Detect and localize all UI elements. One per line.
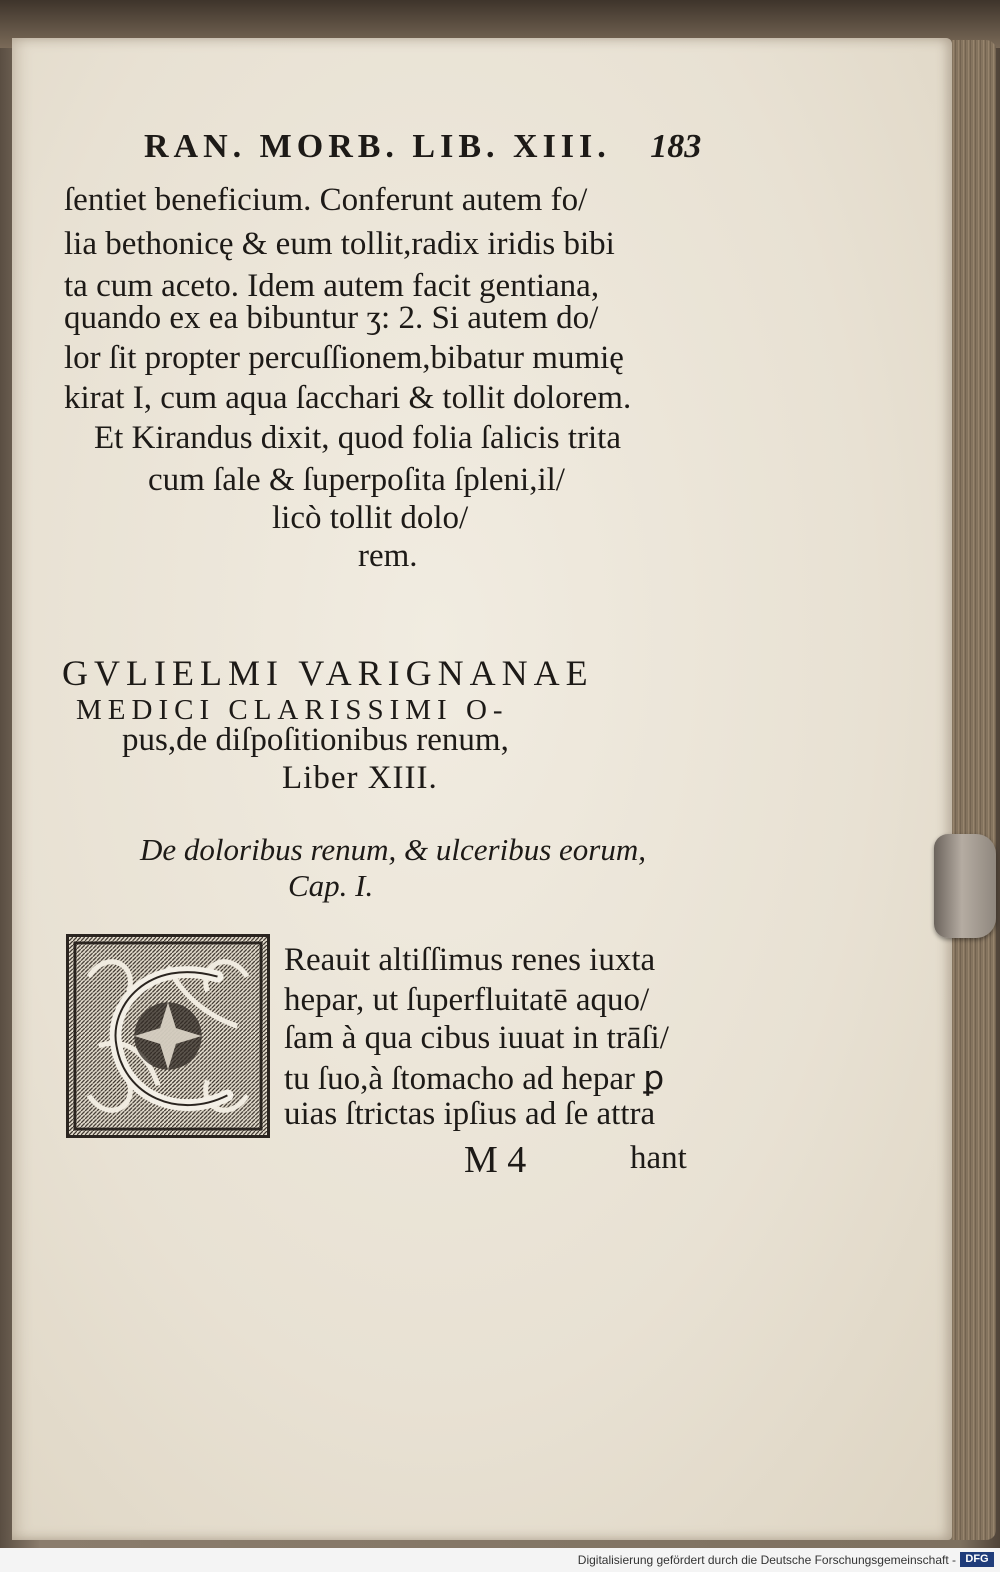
body-line: kirat I, cum aqua ſacchari & tollit dolorem. — [64, 380, 632, 416]
body-line: cum ſale & ſuperpoſita ſpleni,il/ — [148, 462, 565, 498]
decorated-initial — [66, 934, 270, 1138]
footer-bar — [0, 1548, 1000, 1572]
heading-line-2: MEDICI CLARISSIMI O- — [76, 694, 509, 726]
chapter-line: Reauit altiſſimus renes iuxta — [284, 942, 656, 978]
signature-mark: M 4 — [464, 1139, 527, 1181]
running-head-title: RAN. MORB. LIB. XIII. — [144, 128, 611, 165]
body-line: quando ex ea bibuntur ʒ: 2. Si autem do/ — [64, 300, 599, 336]
folio-number: 183 — [650, 128, 702, 165]
body-line: licò tollit dolo/ — [272, 500, 469, 536]
body-line: ta cum aceto. Idem autem facit gentiana, — [64, 268, 600, 304]
chapter-line: tu ſuo,à ſtomacho ad hepar ꝑ — [284, 1061, 665, 1097]
chapter-line: hepar, ut ſuperfluitatē aquo/ — [284, 982, 650, 1018]
footer-credit: Digitalisierung gefördert durch die Deutsche Forschungsgemeinschaft - — [577, 1553, 956, 1567]
body-line: lia bethonicę & eum tollit,radix iridis bibi — [64, 226, 615, 262]
ornament-icon — [69, 937, 267, 1135]
body-line: Et Kirandus dixit, quod folia ſalicis trita — [94, 420, 621, 456]
heading-line-4: Liber XIII. — [282, 760, 438, 796]
body-line: rem. — [358, 538, 418, 574]
dfg-logo: DFG — [960, 1552, 994, 1567]
heading-line-3: pus,de diſpoſitionibus renum, — [122, 722, 509, 758]
chapter-line: uias ſtrictas ipſius ad ſe attra — [284, 1096, 656, 1132]
bookmark-ribbon — [934, 834, 996, 938]
chapter-title: De doloribus renum, & ulceribus eorum, — [140, 832, 647, 867]
page-edge — [952, 40, 996, 1540]
running-head — [144, 128, 701, 166]
body-line: lor ſit propter percuſſionem,bibatur mumię — [64, 340, 624, 376]
catchword: hant — [630, 1140, 687, 1176]
heading-line-1: GVLIELMI VARIGNANAE — [62, 653, 594, 693]
chapter-line: ſam à qua cibus iuuat in trāſi/ — [284, 1020, 669, 1056]
book-page — [12, 38, 952, 1540]
chapter-number: Cap. I. — [288, 868, 374, 903]
body-line: ſentiet beneficium. Conferunt autem fo/ — [64, 182, 588, 218]
